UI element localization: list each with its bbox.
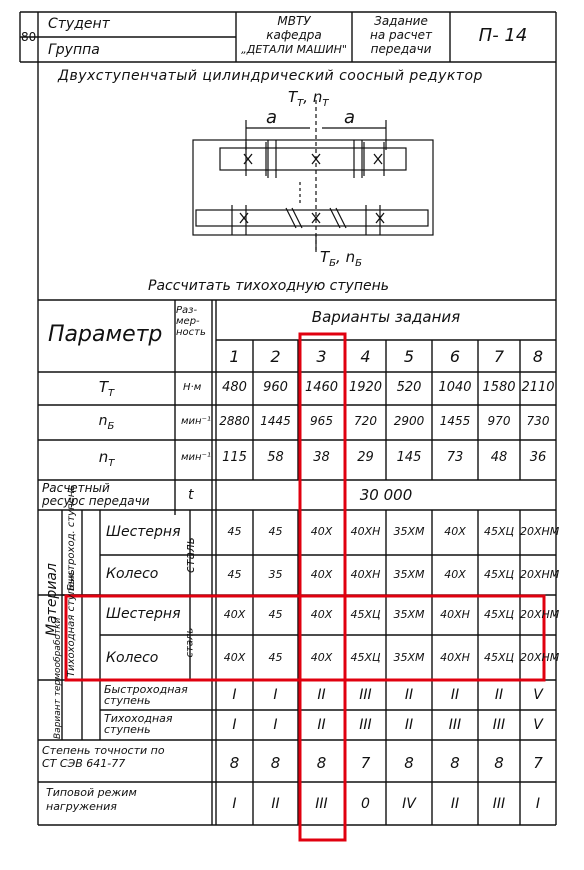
- value-fast-gear: 40XH: [350, 525, 381, 538]
- value-accuracy: 7: [533, 754, 543, 772]
- value-nt: 36: [529, 450, 547, 465]
- department: кафедра: [266, 28, 322, 42]
- value-mode: I: [535, 796, 541, 812]
- steel-label-slow: сталь: [184, 627, 196, 658]
- value-nb: 720: [354, 414, 377, 428]
- value-slow-wheel: 45XЦ: [350, 651, 381, 664]
- slow-stage-label: Тихоходная ступень: [66, 569, 77, 677]
- value-processing-slow: III: [359, 717, 372, 733]
- unit-header: Раз- мер- ность: [176, 305, 206, 338]
- value-fast-gear: 40X: [310, 525, 333, 538]
- variant-number: 1: [229, 347, 240, 366]
- instruction: Рассчитать тихоходную ступень: [148, 278, 389, 294]
- value-accuracy: 8: [316, 754, 327, 772]
- value-accuracy: 8: [494, 754, 504, 772]
- value-processing-fast: V: [533, 687, 543, 703]
- value-fast-gear: 45: [268, 525, 283, 538]
- value-processing-fast: III: [359, 687, 372, 703]
- value-slow-gear: 40X: [223, 608, 246, 621]
- value-tt: 480: [222, 380, 247, 395]
- value-mode: II: [450, 796, 460, 812]
- resource-label: Расчетный ресурс передачи: [42, 481, 150, 508]
- fast-stage-label: Быстроход. ступень: [66, 484, 77, 591]
- value-mode: III: [492, 796, 506, 812]
- task-code: П- 14: [478, 25, 528, 46]
- value-slow-gear: 40X: [310, 608, 333, 621]
- value-mode: II: [271, 796, 280, 812]
- value-mode: 0: [361, 796, 370, 812]
- value-nb: 970: [487, 414, 511, 428]
- value-tt: 2110: [521, 380, 555, 395]
- value-nb: 730: [526, 414, 550, 428]
- value-fast-gear: 45XЦ: [483, 525, 515, 538]
- value-nt: 58: [267, 450, 284, 465]
- value-fast-wheel: 40X: [310, 568, 333, 581]
- value-fast-gear: 40X: [444, 525, 466, 538]
- value-nb: 2900: [393, 414, 425, 428]
- value-processing-fast: II: [450, 687, 460, 703]
- value-fast-gear: 20XHM: [520, 525, 560, 538]
- value-nb: 1445: [260, 414, 291, 428]
- value-fast-wheel: 40X: [444, 568, 466, 581]
- task-line3: передачи: [370, 42, 432, 56]
- variant-number: 4: [360, 347, 371, 366]
- value-slow-wheel: 45: [268, 651, 283, 664]
- unit-resource: t: [188, 487, 194, 503]
- value-slow-gear: 45XЦ: [483, 608, 515, 621]
- input-torque-label: $T_Б$, $n_Б$: [320, 248, 362, 269]
- value-processing-slow: I: [232, 717, 237, 733]
- task-line1: Задание: [374, 14, 428, 28]
- value-fast-wheel: 20XHM: [520, 568, 560, 581]
- value-fast-wheel: 35: [268, 568, 283, 581]
- output-torque-label: $T_Т$, $n_Т$: [288, 88, 329, 109]
- value-fast-wheel: 40XH: [350, 568, 381, 581]
- value-slow-wheel: 45XЦ: [483, 651, 515, 664]
- value-processing-fast: I: [273, 687, 278, 703]
- institute: МВТУ: [277, 14, 311, 28]
- processing-label: Вариант термообработки: [53, 617, 63, 739]
- value-nt: 73: [446, 450, 464, 465]
- value-accuracy: 8: [404, 754, 414, 772]
- variant-number: 7: [493, 347, 505, 366]
- accuracy-label: Степень точности по СТ СЭВ 641-77: [42, 744, 165, 770]
- value-accuracy: 7: [360, 754, 371, 772]
- value-fast-wheel: 45XЦ: [483, 568, 515, 581]
- value-mode: IV: [402, 796, 416, 812]
- department-name: „ДЕТАЛИ МАШИН": [241, 43, 347, 56]
- value-processing-fast: II: [494, 687, 504, 703]
- unit-nb: мин⁻¹: [181, 416, 211, 427]
- value-nt: 115: [222, 450, 247, 465]
- page-title: Двухступенчатый цилиндрический соосный редуктор: [58, 68, 483, 84]
- value-slow-wheel: 40XH: [440, 651, 470, 664]
- processing-slow-label: Тихоходная ступень: [104, 712, 173, 736]
- value-mode: I: [232, 796, 237, 812]
- variant-number: 5: [403, 347, 415, 366]
- slow-gear-label: Шестерня: [106, 606, 181, 622]
- value-mode: III: [315, 796, 328, 812]
- value-nt: 38: [313, 450, 330, 465]
- slow-wheel-label: Колесо: [106, 650, 159, 666]
- value-processing-fast: I: [232, 687, 237, 703]
- steel-label-fast: сталь: [183, 537, 197, 573]
- task-line2: на расчет: [369, 28, 433, 42]
- value-tt: 1460: [304, 380, 339, 395]
- value-processing-slow: II: [404, 717, 414, 733]
- value-nt: 145: [396, 450, 422, 465]
- value-processing-fast: II: [317, 687, 326, 703]
- value-fast-wheel: 35XM: [393, 568, 425, 581]
- value-processing-fast: II: [404, 687, 414, 703]
- variant-number: 8: [532, 347, 544, 366]
- value-accuracy: 8: [270, 754, 281, 772]
- value-nb: 965: [310, 414, 333, 428]
- processing-fast-label: Быстроходная ступень: [104, 683, 188, 707]
- resource-value: 30 000: [359, 486, 413, 504]
- value-nt: 29: [357, 450, 374, 465]
- value-tt: 1040: [438, 380, 472, 395]
- variant-number: 3: [316, 347, 327, 366]
- value-accuracy: 8: [229, 754, 240, 772]
- variants-header: Варианты задания: [311, 308, 461, 326]
- value-slow-wheel: 40X: [223, 651, 246, 664]
- value-fast-gear: 35XM: [393, 525, 425, 538]
- value-nt: 48: [490, 450, 508, 465]
- mode-label: Типовой режим нагружения: [46, 786, 137, 813]
- value-slow-wheel: 20XHM: [520, 651, 560, 664]
- value-nb: 1455: [439, 414, 471, 428]
- unit-tt: Н·м: [183, 382, 202, 393]
- variant-number: 6: [449, 347, 461, 366]
- value-processing-slow: V: [533, 717, 543, 733]
- value-slow-gear: 20XHM: [520, 608, 560, 621]
- student-label: Студент: [48, 16, 110, 32]
- value-slow-gear: 40XH: [440, 608, 470, 621]
- param-header: Параметр: [48, 322, 163, 347]
- value-tt: 520: [396, 380, 422, 395]
- value-slow-gear: 35XM: [393, 608, 425, 621]
- unit-nt: мин⁻¹: [181, 452, 211, 463]
- dim-label-right: a: [344, 107, 356, 128]
- value-accuracy: 8: [450, 754, 460, 772]
- fast-gear-label: Шестерня: [106, 524, 181, 540]
- fast-wheel-label: Колесо: [106, 566, 159, 582]
- value-nb: 2880: [219, 414, 250, 428]
- value-slow-wheel: 35XM: [393, 651, 425, 664]
- dim-label-left: a: [266, 107, 278, 128]
- value-fast-wheel: 45: [227, 568, 242, 581]
- value-tt: 1580: [482, 380, 516, 395]
- value-slow-gear: 45: [268, 608, 283, 621]
- value-processing-slow: III: [448, 717, 462, 733]
- value-tt: 1920: [348, 380, 383, 395]
- material-label: Материал: [44, 563, 60, 636]
- value-processing-slow: I: [273, 717, 278, 733]
- variant-number: 2: [270, 347, 281, 366]
- row-label-tt: $T_Т$: [98, 378, 115, 399]
- value-slow-gear: 45XЦ: [350, 608, 381, 621]
- group-label: Группа: [48, 42, 100, 58]
- value-processing-slow: III: [492, 717, 506, 733]
- value-fast-gear: 45: [227, 525, 242, 538]
- value-slow-wheel: 40X: [310, 651, 333, 664]
- value-processing-slow: II: [317, 717, 326, 733]
- reducer-schematic: [193, 100, 433, 252]
- value-tt: 960: [263, 380, 288, 395]
- row-label-nt: $n_Т$: [98, 448, 115, 469]
- row-label-nb: $n_Б$: [98, 413, 115, 432]
- card-number: 80: [21, 30, 37, 44]
